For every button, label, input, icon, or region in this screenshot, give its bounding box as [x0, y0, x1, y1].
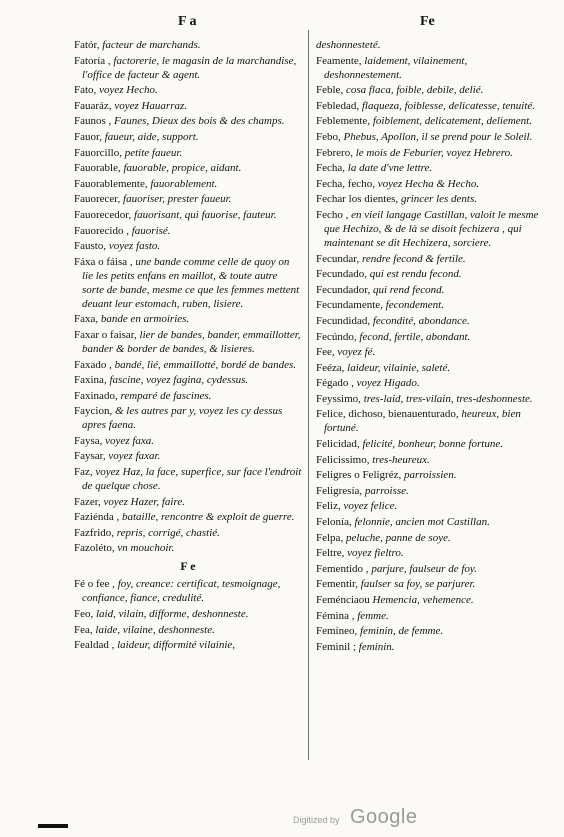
- definition: voyez Hazer, faire.: [103, 495, 185, 508]
- dictionary-entry: [316, 314, 542, 328]
- definition: laideur, vilainie, saleté.: [347, 361, 451, 374]
- dictionary-entry: [316, 192, 542, 206]
- dictionary-entry: [74, 495, 302, 509]
- dictionary-entry: [316, 161, 542, 175]
- dictionary-entry: [316, 252, 542, 266]
- headword: Feéza,: [316, 361, 345, 374]
- headword: Fecundidad,: [316, 314, 371, 327]
- headword: Fecundar,: [316, 252, 360, 265]
- headword: Feamente,: [316, 54, 362, 67]
- definition: fauorablement.: [150, 177, 218, 190]
- headword: Femíneo,: [316, 625, 358, 638]
- dictionary-entry: [74, 161, 302, 175]
- headword: Fecundado,: [316, 268, 368, 281]
- dictionary-entry: [74, 623, 302, 637]
- dictionary-entry: [316, 146, 542, 160]
- definition: flaqueza, foiblesse, delicatesse, tenuité.: [361, 99, 536, 112]
- definition: parroissien.: [403, 469, 457, 482]
- dictionary-entry: [316, 593, 542, 607]
- dictionary-entry: [316, 392, 542, 406]
- headword: Feo,: [74, 608, 94, 621]
- dictionary-entry: [316, 437, 542, 451]
- dictionary-entry: [316, 531, 542, 545]
- definition: qui rend fecond.: [373, 283, 445, 296]
- definition: deshonnesteté.: [316, 39, 381, 51]
- definition: laidement, vilainement, deshonnestement.: [324, 54, 468, 81]
- dictionary-entry: [74, 510, 302, 524]
- dictionary-entry: [74, 177, 302, 191]
- dictionary-entry: [316, 54, 542, 82]
- definition: fauorisé.: [131, 224, 171, 237]
- headword: Fecundamente,: [316, 299, 383, 312]
- definition: fauoriser, prester faueur.: [123, 193, 232, 206]
- headword: Faysar,: [74, 450, 106, 463]
- headword: Febrero,: [316, 146, 353, 159]
- definition: parjure, faulseur de foy.: [371, 562, 477, 575]
- headword: Fea,: [74, 623, 93, 636]
- headword: Fazer,: [74, 495, 101, 508]
- headword: Fatór,: [74, 39, 100, 51]
- definition: Faunes, Dieux des bois & des champs.: [114, 115, 285, 128]
- headword: Fecha, fecho,: [316, 177, 375, 190]
- definition: feminin, de femme.: [360, 625, 444, 638]
- definition: voyez fieltro.: [347, 547, 404, 560]
- headword: Fémina ,: [316, 609, 355, 622]
- dictionary-entry: [74, 607, 302, 621]
- dictionary-entry: [316, 114, 542, 128]
- headword: Fealdad ,: [74, 639, 115, 652]
- dictionary-entry: [316, 376, 542, 390]
- dictionary-entry: [74, 358, 302, 372]
- definition: voyez faxar.: [108, 450, 161, 463]
- definition: fecond, fertile, abondant.: [359, 330, 471, 343]
- definition: fecondement.: [385, 299, 444, 312]
- headword: Feménciaou: [316, 594, 370, 606]
- headword: Fauorecedor,: [74, 208, 132, 221]
- headword: Feltre,: [316, 547, 345, 560]
- definition: une bande comme celle de quoy on lie les petits enfans en maillot, & toute autre sorte de bande, mesme ce que les femmes mettent deuant leur estomach, ruben, lisiere.: [82, 255, 300, 310]
- headword: Fementir,: [316, 578, 359, 591]
- definition: Phebus, Apollon, il se prend pour le Soleil.: [343, 130, 533, 143]
- dictionary-entry: [74, 526, 302, 540]
- definition: voyez Higado.: [356, 377, 420, 390]
- headword: Fecúndo,: [316, 330, 357, 343]
- dictionary-entry: [316, 515, 542, 529]
- headword: Feminil ;: [316, 640, 357, 653]
- definition: peluche, panne de soye.: [345, 531, 451, 544]
- headword: Faysa,: [74, 434, 103, 447]
- headword: Fauorablemente,: [74, 177, 148, 190]
- dictionary-entry: [74, 38, 302, 52]
- dictionary-entry: [74, 312, 302, 326]
- definition: laide, vilaine, deshonneste.: [95, 623, 215, 636]
- dictionary-entry: [316, 407, 542, 435]
- left-column: [74, 38, 302, 654]
- headword: Fecundador,: [316, 283, 371, 296]
- left-running-head: F a: [178, 14, 197, 29]
- headword: Faxar o faisar,: [74, 328, 137, 341]
- headword: Fatoría ,: [74, 54, 111, 67]
- dictionary-entry: [316, 267, 542, 281]
- definition: repris, corrigé, chastié.: [116, 526, 220, 539]
- dictionary-entry: [316, 345, 542, 359]
- definition: fauorisant, qui fauorise, fauteur.: [134, 208, 277, 221]
- dictionary-entry: [316, 38, 542, 52]
- dictionary-entry: [316, 208, 542, 250]
- section-heading: F e: [180, 559, 196, 574]
- definition: tres-heureux.: [372, 453, 430, 466]
- definition: voyez Haz, la face, superfice, sur face l'endroit de quelque chose.: [82, 466, 302, 493]
- dictionary-entry: [74, 114, 302, 128]
- definition: petite faueur.: [124, 146, 183, 159]
- definition: Hemencia, vehemence.: [372, 594, 474, 606]
- definition: cosa flaca, foible, debile, delié.: [345, 84, 484, 97]
- dictionary-entry: [74, 449, 302, 463]
- dictionary-entry: [74, 239, 302, 253]
- dictionary-entry: [74, 130, 302, 144]
- headword: Faxado ,: [74, 358, 112, 371]
- definition: vn mouchoir.: [117, 542, 175, 555]
- headword: Fauorable,: [74, 162, 121, 175]
- definition: & les autres par y, voyez les cy dessus apres faena.: [82, 405, 283, 432]
- definition: faulser sa foy, se parjurer.: [360, 578, 476, 591]
- definition: faueur, aide, support.: [104, 130, 199, 143]
- definition: voyez Hecho.: [99, 84, 158, 97]
- headword: Fecho ,: [316, 208, 349, 221]
- definition: grincer les dents.: [400, 193, 478, 206]
- headword: Feblemente,: [316, 115, 371, 128]
- dictionary-entry: [74, 255, 302, 311]
- headword: Felice, dichoso, bienauenturado,: [316, 408, 459, 421]
- headword: Feble,: [316, 84, 344, 97]
- dictionary-entry: [74, 541, 302, 555]
- definition: lier de bandes, bander, emmaillotter, bander & border de bandes, & lisieres.: [82, 328, 301, 355]
- headword: Fégado ,: [316, 377, 354, 390]
- headword: Fato,: [74, 84, 97, 97]
- dictionary-entry: [316, 484, 542, 498]
- dictionary-entry: [316, 640, 542, 654]
- definition: laideur, difformité vilainie,: [117, 639, 236, 652]
- dictionary-entry: [74, 373, 302, 387]
- dictionary-entry: [74, 389, 302, 403]
- headword: Faunos ,: [74, 115, 112, 128]
- dictionary-entry: [316, 130, 542, 144]
- headword: Febo,: [316, 130, 341, 143]
- definition: remparé de fascines.: [120, 389, 212, 402]
- dictionary-entry: [316, 330, 542, 344]
- headword: Fauorecido ,: [74, 224, 129, 237]
- definition: la date d'vne lettre.: [347, 162, 433, 175]
- dictionary-entry: [74, 328, 302, 356]
- headword: Fementido ,: [316, 562, 369, 575]
- headword: Faxa,: [74, 313, 99, 326]
- headword: Faxinado,: [74, 389, 118, 402]
- definition: parroisse.: [364, 484, 409, 497]
- definition: fecondité, abondance.: [372, 314, 470, 327]
- definition: laid, vilain, difforme, deshonneste.: [96, 608, 249, 621]
- dictionary-entry: [316, 453, 542, 467]
- headword: Fauorecer,: [74, 193, 121, 206]
- headword: Felicidad,: [316, 438, 360, 451]
- headword: Faz,: [74, 466, 93, 479]
- headword: Faxina,: [74, 374, 107, 387]
- definition: en vieil langage Castillan, valoit le mesme que Hechizo, & de là se disoit fechizera , qui maintenant se dit Hechizera, sorciere.: [324, 208, 539, 249]
- definition: tres-laid, tres-vilain, tres-deshonneste.: [363, 392, 533, 405]
- definition: heureux, bien fortuné.: [324, 408, 521, 435]
- headword: Fauorcillo,: [74, 146, 122, 159]
- definition: felonnie, ancien mot Castillan.: [354, 516, 490, 529]
- dictionary-entry: [316, 546, 542, 560]
- dictionary-entry: [316, 609, 542, 623]
- headword: Feyssimo,: [316, 392, 361, 405]
- headword: Felpa,: [316, 531, 344, 544]
- definition: foiblement, delicatement, deliement.: [372, 115, 532, 128]
- definition: bataille, rencontre & exploit de guerre.: [121, 511, 295, 524]
- headword: Feligres o Feligréz,: [316, 469, 402, 482]
- definition: le mois de Feburier, voyez Hebrero.: [355, 146, 513, 159]
- definition: voyez felice.: [343, 500, 398, 513]
- definition: fascine, voyez fagina, cydessus.: [109, 374, 249, 387]
- definition: voyez faxa.: [105, 434, 155, 447]
- dictionary-entry: [316, 99, 542, 113]
- definition: felicité, bonheur, bonne fortune.: [362, 438, 503, 451]
- definition: foy, creance: certificat, tesmoignage, confiance, fiance, credulité.: [82, 578, 281, 605]
- right-column: [316, 38, 542, 655]
- dictionary-entry: [74, 54, 302, 82]
- headword: Faycion,: [74, 405, 113, 418]
- dictionary-entry: [74, 465, 302, 493]
- column-divider: [308, 30, 309, 760]
- headword: Fé o fee ,: [74, 578, 115, 591]
- definition: voyez Hecha & Hecho.: [377, 177, 480, 190]
- dictionary-entry: [316, 283, 542, 297]
- definition: feminin.: [358, 640, 395, 653]
- headword: Fáxa o fáisa ,: [74, 255, 133, 268]
- watermark-small-text: Digitized by: [293, 815, 340, 825]
- headword: Felicissimo,: [316, 453, 370, 466]
- dictionary-entry: [74, 404, 302, 432]
- headword: Fausto,: [74, 240, 107, 253]
- definition: voyez fé.: [337, 346, 376, 359]
- dictionary-entry: [316, 298, 542, 312]
- headword: Feliz,: [316, 500, 341, 513]
- scan-edge-mark: [38, 824, 68, 828]
- dictionary-entry: [74, 577, 302, 605]
- definition: qui est rendu fecond.: [369, 268, 462, 281]
- headword: Fauor,: [74, 130, 102, 143]
- definition: fauorable, propice, aidant.: [123, 162, 242, 175]
- google-watermark: [293, 806, 417, 829]
- dictionary-entry: [74, 434, 302, 448]
- dictionary-entry: [316, 624, 542, 638]
- dictionary-entry: [74, 83, 302, 97]
- dictionary-entry: [316, 577, 542, 591]
- dictionary-entry: [74, 638, 302, 652]
- definition: femme.: [357, 609, 389, 622]
- definition: rendre fecond & fertile.: [362, 252, 466, 265]
- watermark-logo-text: Google: [349, 806, 418, 828]
- headword: Fee,: [316, 346, 335, 359]
- dictionary-entry: [74, 224, 302, 238]
- definition: facteur de marchands.: [102, 39, 201, 51]
- headword: Fauaráz,: [74, 99, 112, 112]
- definition: voyez fasto.: [108, 240, 161, 253]
- dictionary-entry: [316, 177, 542, 191]
- headword: Fazoléto,: [74, 542, 115, 555]
- headword: Faziénda ,: [74, 511, 120, 524]
- dictionary-entry: [316, 468, 542, 482]
- definition: voyez Hauarraz.: [114, 99, 188, 112]
- dictionary-entry: [316, 499, 542, 513]
- headword: Fechar los dientes,: [316, 193, 399, 206]
- dictionary-entry: [74, 192, 302, 206]
- headword: Fecha,: [316, 162, 346, 175]
- headword: Febledad,: [316, 99, 360, 112]
- headword: Felonía,: [316, 516, 352, 529]
- dictionary-entry: [74, 208, 302, 222]
- definition: factorerie, le magasin de la marchandise, l'office de facteur & agent.: [82, 54, 297, 81]
- headword: Fazfrido,: [74, 526, 115, 539]
- dictionary-entry: [316, 562, 542, 576]
- dictionary-entry: [74, 146, 302, 160]
- dictionary-entry: [74, 99, 302, 113]
- definition: bandé, lié, emmaillotté, bordé de bandes.: [114, 358, 297, 371]
- headword: Feligresía,: [316, 484, 363, 497]
- definition: bande en armoiries.: [100, 313, 190, 326]
- dictionary-entry: [316, 361, 542, 375]
- right-running-head: Fe: [420, 14, 435, 29]
- dictionary-entry: [316, 83, 542, 97]
